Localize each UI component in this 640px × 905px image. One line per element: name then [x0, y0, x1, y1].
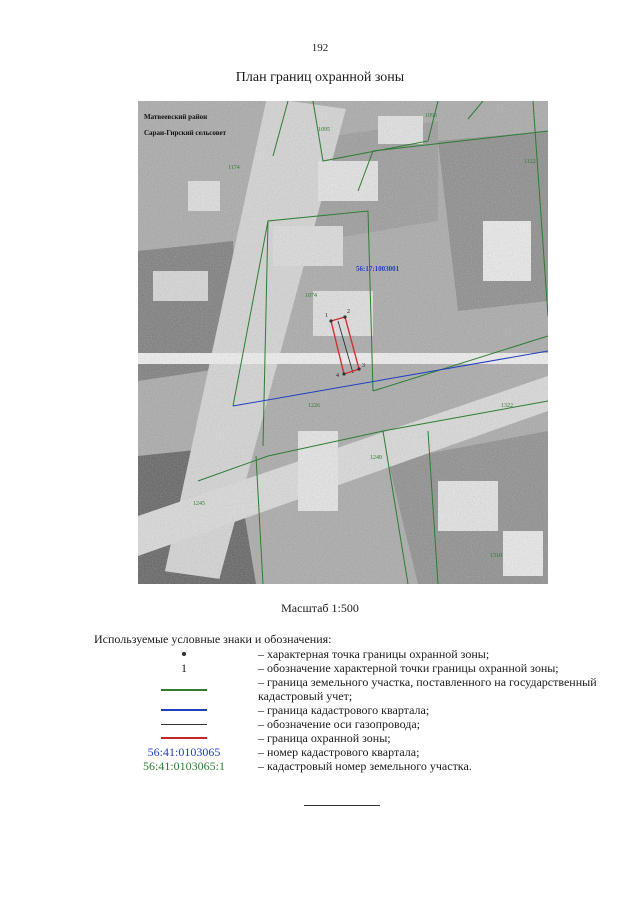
green-line-icon: [161, 689, 207, 691]
legend-text: – характерная точка границы охранной зоны;: [258, 647, 490, 661]
quarter-label: 56:17:1003001: [356, 265, 400, 273]
legend-item-point: [110, 647, 610, 661]
zone-point-label: 1: [325, 313, 328, 319]
parcel-label: 1245: [193, 501, 205, 507]
legend-item-quarter-number: [110, 745, 610, 759]
legend-item-pipeline-axis: [110, 717, 610, 731]
legend-text: – кадастровый номер земельного участка.: [258, 759, 472, 773]
zone-point-label: 4: [336, 373, 339, 379]
point-dot-icon: [182, 652, 186, 656]
legend: [110, 647, 610, 773]
parcel-label: 1095: [318, 127, 330, 133]
zone-point-label: 2: [347, 309, 350, 315]
blue-line-icon: [161, 709, 207, 711]
aerial-photo: [138, 101, 548, 584]
scale-text: Масштаб 1:500: [281, 601, 359, 615]
point-number-sample: 1: [181, 661, 187, 675]
red-line-icon: [161, 737, 207, 739]
parcel-label: 1249: [370, 455, 382, 461]
council-label: Саран-Гирский сельсовет: [144, 129, 227, 137]
legend-text: – обозначение оси газопровода;: [258, 717, 421, 731]
page-number: 192: [311, 42, 329, 54]
parcel-label: 1310: [490, 553, 502, 559]
zone-point-label: 3: [362, 363, 365, 369]
legend-text: – обозначение характерной точки границы охранной зоны;: [258, 661, 559, 675]
legend-item-parcel-boundary: [110, 675, 610, 703]
parcel-number-sample: 56:41:0103065:1: [142, 759, 225, 773]
legend-text: – граница земельного участка, поставленного на государственный кадастровый учет;: [258, 675, 597, 703]
parcel-label: 1322: [501, 403, 513, 409]
parcel-label: 1122: [524, 159, 536, 165]
legend-item-point-label: [110, 661, 610, 675]
legend-item-parcel-number: [110, 759, 610, 773]
plan-title: План границ охранной зоны: [235, 70, 405, 85]
parcel-label: 1226: [308, 403, 320, 409]
cadastral-map: [138, 101, 548, 584]
quarter-number-sample: 56:41:0103065: [147, 745, 221, 759]
parcel-label: 1074: [305, 293, 317, 299]
legend-text: – граница охранной зоны;: [258, 731, 391, 745]
footer-rule: [304, 805, 380, 806]
parcel-label: 1093: [425, 113, 437, 119]
parcel-label: 1174: [228, 165, 240, 171]
black-line-icon: [161, 724, 207, 725]
district-label: Матвеевский район: [144, 113, 208, 121]
legend-text: – номер кадастрового квартала;: [258, 745, 420, 759]
legend-text: – граница кадастрового квартала;: [258, 703, 430, 717]
legend-item-quarter-boundary: [110, 703, 610, 717]
legend-heading: Используемые условные знаки и обозначения:: [94, 632, 332, 646]
legend-item-zone-boundary: [110, 731, 610, 745]
